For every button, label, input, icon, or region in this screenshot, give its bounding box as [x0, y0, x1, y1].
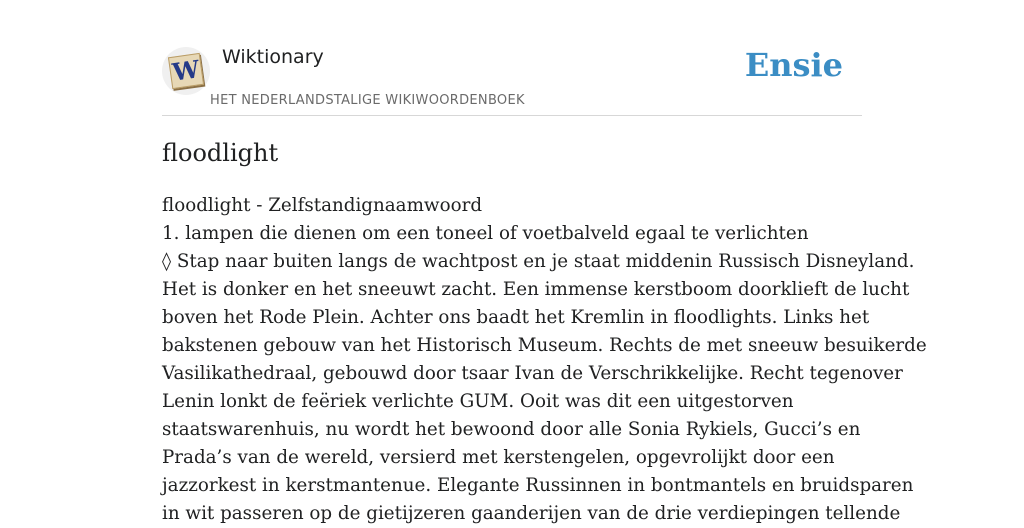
example-line: in wit passeren op de gietijzeren gaanderijen van de drie verdiepingen tellende: [162, 503, 901, 524]
example-line: bakstenen gebouw van het Historisch Museum. Rechts de met sneeuw besuikerde: [162, 335, 927, 356]
example-line: jazzorkest in kerstmantenue. Elegante Russinnen in bontmantels en bruidsparen: [162, 475, 914, 496]
example-line: Lenin lonkt de feëriek verlichte GUM. Ooit was dit een uitgestorven: [162, 391, 794, 412]
site-header: [162, 0, 862, 116]
page-container: [162, 0, 927, 524]
page-title: floodlight: [162, 139, 279, 167]
definition-line: 1. lampen die dienen om een toneel of voetbalveld egaal te verlichten: [162, 223, 809, 244]
wiktionary-tile-icon: W: [168, 53, 204, 89]
site-name[interactable]: Wiktionary: [222, 46, 324, 68]
ensie-brand-logo[interactable]: Ensie: [744, 46, 843, 84]
example-line: Het is donker en het sneeuwt zacht. Een immense kerstboom doorklieft de lucht: [162, 279, 910, 300]
word-type-line: floodlight - Zelfstandignaamwoord: [162, 195, 483, 216]
example-line: Prada’s van de wereld, versierd met kerstengelen, opgevrolijkt door een: [162, 447, 835, 468]
site-tagline: HET NEDERLANDSTALIGE WIKIWOORDENBOEK: [210, 93, 525, 108]
entry-content: [162, 192, 927, 528]
wiktionary-logo[interactable]: [162, 47, 210, 95]
example-line: staatswarenhuis, nu wordt het bewoond door alle Sonia Rykiels, Gucci’s en: [162, 419, 861, 440]
example-line: ◊ Stap naar buiten langs de wachtpost en je staat middenin Russisch Disneyland.: [162, 251, 915, 272]
example-line: Vasilikathedraal, gebouwd door tsaar Ivan de Verschrikkelijke. Recht tegenover: [162, 363, 903, 384]
example-line: boven het Rode Plein. Achter ons baadt het Kremlin in floodlights. Links het: [162, 307, 870, 328]
